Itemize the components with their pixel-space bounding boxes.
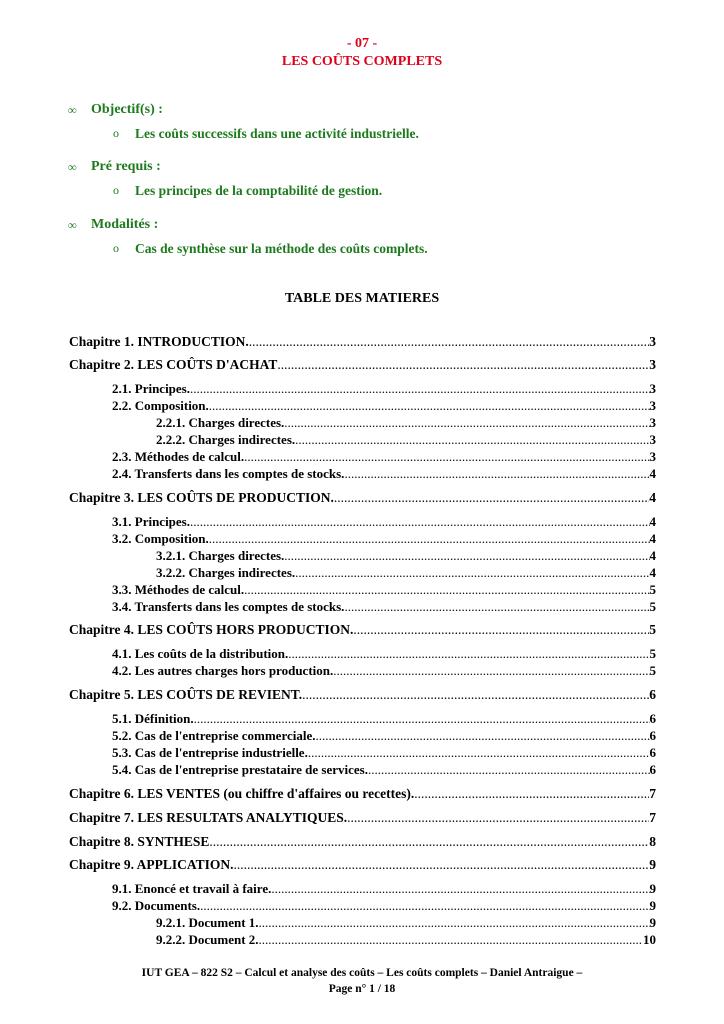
prerequisites-heading: ∞ Pré requis : bbox=[68, 159, 161, 174]
toc-entry[interactable]: Chapitre 4. LES COÛTS HORS PRODUCTION. ..... 5 bbox=[69, 622, 656, 638]
toc-entry[interactable]: 3.3. Méthodes de calcul. ..... 5 bbox=[112, 582, 656, 598]
toc-entry[interactable]: 9.1. Enoncé et travail à faire. ..... 9 bbox=[112, 881, 656, 897]
page-header bbox=[0, 35, 724, 71]
toc-entry[interactable]: 2.2.1. Charges directes. ..... 3 bbox=[156, 415, 656, 431]
chapter-number: - 07 - bbox=[346, 36, 378, 51]
toc-entry[interactable]: 9.2. Documents. ..... 9 bbox=[112, 898, 656, 914]
infinity-bullet-icon: ∞ bbox=[68, 160, 77, 174]
toc-entry[interactable]: 3.2.1. Charges directes. ..... 4 bbox=[156, 548, 656, 564]
toc-entry[interactable]: 5.4. Cas de l'entreprise prestataire de services. ..... 6 bbox=[112, 762, 656, 778]
toc-entry[interactable]: Chapitre 6. LES VENTES (ou chiffre d'affaires ou recettes). ..... 7 bbox=[69, 786, 656, 802]
toc-entry[interactable]: Chapitre 1. INTRODUCTION. ..... 3 bbox=[69, 334, 656, 350]
toc-entry[interactable]: 9.2.2. Document 2. ..... 10 bbox=[156, 932, 656, 948]
toc-entry[interactable]: 5.2. Cas de l'entreprise commerciale. ..... 6 bbox=[112, 728, 656, 744]
modalities-item: o Cas de synthèse sur la méthode des coûts complets. bbox=[113, 241, 428, 256]
footer-page-number: Page n° 1 / 18 bbox=[328, 983, 396, 995]
toc-entry[interactable]: Chapitre 5. LES COÛTS DE REVIENT. ..... 6 bbox=[69, 687, 656, 703]
toc-entry[interactable]: 2.2.2. Charges indirectes. ..... 3 bbox=[156, 432, 656, 448]
infinity-bullet-icon: ∞ bbox=[68, 218, 77, 232]
toc-entry[interactable]: 3.1. Principes. ..... 4 bbox=[112, 514, 656, 530]
circle-bullet-icon: o bbox=[113, 183, 119, 197]
circle-bullet-icon: o bbox=[113, 241, 119, 255]
toc-entry[interactable]: 3.2. Composition. ..... 4 bbox=[112, 531, 656, 547]
toc-entry[interactable]: 2.1. Principes. ..... 3 bbox=[112, 381, 656, 397]
toc-entry[interactable]: Chapitre 2. LES COÛTS D'ACHAT ..... 3 bbox=[69, 357, 656, 373]
chapter-title: LES COÛTS COMPLETS bbox=[281, 54, 443, 69]
toc-entry[interactable]: 2.3. Méthodes de calcul. ..... 3 bbox=[112, 449, 656, 465]
toc-entry[interactable]: 2.2. Composition. ..... 3 bbox=[112, 398, 656, 414]
circle-bullet-icon: o bbox=[113, 126, 119, 140]
toc-entry[interactable]: Chapitre 9. APPLICATION. ..... 9 bbox=[69, 857, 656, 873]
toc-entry[interactable]: 3.4. Transferts dans les comptes de stocks. ..... 5 bbox=[112, 599, 656, 615]
footer-course-line: IUT GEA – 822 S2 – Calcul et analyse des coûts – Les coûts complets – Daniel Antraigue – bbox=[141, 967, 583, 979]
modalities-heading: ∞ Modalités : bbox=[68, 217, 159, 232]
objectives-heading: ∞ Objectif(s) : bbox=[68, 102, 163, 117]
toc-entry[interactable]: Chapitre 8. SYNTHESE ..... 8 bbox=[69, 834, 656, 850]
toc-entry[interactable]: 3.2.2. Charges indirectes. ..... 4 bbox=[156, 565, 656, 581]
toc-entry[interactable]: Chapitre 3. LES COÛTS DE PRODUCTION. ..... 4 bbox=[69, 490, 656, 506]
toc-entry[interactable]: 5.1. Définition. ..... 6 bbox=[112, 711, 656, 727]
toc-entry[interactable]: Chapitre 7. LES RESULTATS ANALYTIQUES. ..... 7 bbox=[69, 810, 656, 826]
page-footer bbox=[0, 965, 724, 997]
toc-entry[interactable]: 9.2.1. Document 1. ..... 9 bbox=[156, 915, 656, 931]
toc-entry[interactable]: 2.4. Transferts dans les comptes de stocks. ..... 4 bbox=[112, 466, 656, 482]
objectives-item: o Les coûts successifs dans une activité industrielle. bbox=[113, 126, 419, 141]
toc-entry[interactable]: 4.2. Les autres charges hors production. ..... 5 bbox=[112, 663, 656, 679]
toc-title: TABLE DES MATIERES bbox=[284, 291, 440, 306]
infinity-bullet-icon: ∞ bbox=[68, 103, 77, 117]
toc-entry[interactable]: 5.3. Cas de l'entreprise industrielle. ..... 6 bbox=[112, 745, 656, 761]
toc-entry[interactable]: 4.1. Les coûts de la distribution. ..... 5 bbox=[112, 646, 656, 662]
prerequisites-item: o Les principes de la comptabilité de gestion. bbox=[113, 183, 383, 198]
